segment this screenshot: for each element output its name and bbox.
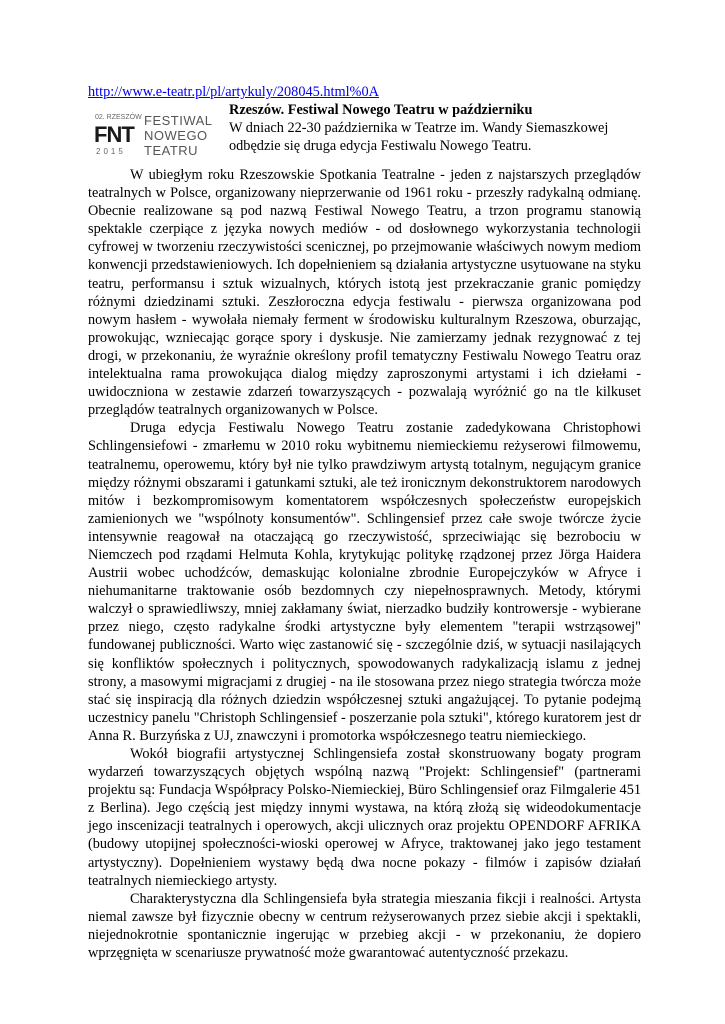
logo-edition: 02. RZESZÓW — [95, 114, 142, 121]
article-lead-line-2: odbędzie się druga edycja Festiwalu Nowego Teatru. — [229, 138, 532, 155]
article-lead-line-1: W dniach 22-30 października w Teatrze im. Wandy Siemaszkowej — [229, 120, 609, 137]
body-paragraph: Druga edycja Festiwalu Nowego Teatru zostanie zadedykowana Christophowi Schlingensiefowi - zmarłemu w 2010 roku wybitnemu niemieckiemu reżyserowi filmowemu, teatralnemu, operowemu, który był nie tylko prawdziwym artystą totalnym, negującym granice między różnymi obszarami i gatunkami sztuki, ale też ironicznym dekonstruktorem narodowych mitów i bezkompromisowym komentatorem współczesnych społeczeństw europejskich zamienionych we "wspólnoty konsumentów". Schlingensief przez całe swoje twórcze życie intensywnie reagował na otaczającą go rzeczywistość, sprzeciwiając się bezrobociu w Niemczech pod rządami Helmuta Kohla, krytykując politykę rządzonej przez Jörga Haidera Austrii wobec uchodźców, demaskując kolonialne zbrodnie Europejczyków w Afryce i niehumanitarne traktowanie osób bezdomnych czy niepełnosprawnych. Metody, którymi walczył o sprawiedliwszy, mniej zakłamany świat, nierzadko budziły kontrowersje - wybierane przez niego, często radykalne środki artystyczne były elementem "terapii wstrząsowej" fundowanej publiczności. Warto więc zastanowić się - szczególnie dziś, w sytuacji nasilających się konfliktów społecznych i politycznych, spowodowanych radykalizacją islamu z jednej strony, a masowymi migracjami z drugiej - na ile stosowana przez niego strategia twórcza może stać się inspiracją dla różnych dziedzin współczesnej sztuki angażującej. To pytanie podejmą uczestnicy panelu "Christoph Schlingensief - poszerzanie pola sztuki", którego kuratorem jest dr Anna R. Burzyńska z UJ, znawczyni i promotorka współczesnego teatru niemieckiego. — [88, 420, 641, 744]
logo-word-teatru: TEATRU — [144, 143, 199, 157]
logo-word-festiwal: FESTIWAL — [144, 113, 213, 128]
article-intro — [229, 101, 649, 155]
article-body — [88, 166, 641, 962]
logo-mark: FNT — [94, 122, 134, 147]
body-paragraph: Wokół biografii artystycznej Schlingensiefa został skonstruowany bogaty program wydarzeń towarzyszących objętych wspólną nazwą "Projekt: Schlingensief" (partnerami projektu są: Fundacja Współpracy Polsko-Niemieckiej, Büro Schlingensief oraz Filmgalerie 451 z Berlina). Jego częścią jest między innymi wystawa, na którą złożą się wideodokumentacje jego inscenizacji teatralnych i operowych, akcji ulicznych oraz projektu OPENDORF AFRIKA (budowy utopijnej społeczności-wioski operowej w Afryce, traktowanej jako jego testament artystyczny). Dopełnieniem wystawy będą dwa nocne pokazy - filmów i zapisów działań teatralnych niemieckiego artysty. — [88, 746, 641, 889]
body-paragraph: Charakterystyczna dla Schlingensiefa była strategia mieszania fikcji i realności. Artysta niemal zawsze był fizycznie obecny w centrum reżyserowanych przez siebie akcji i spektakli, niejednokrotnie spontanicznie ingerując w przebieg akcji - w przekonaniu, że dopiero wprzęgnięta w scenariusze prywatność może gwarantować autentyczność przekazu. — [88, 890, 641, 962]
logo-word-nowego: NOWEGO — [144, 128, 208, 143]
festival-logo — [94, 111, 226, 157]
body-paragraph: W ubiegłym roku Rzeszowskie Spotkania Teatralne - jeden z najstarszych przeglądów teatralnych w Polsce, organizowany nieprzerwanie od 1961 roku - przeszły radykalną odmianę. Obecnie realizowane są pod nazwą Festiwal Nowego Teatru, a trzon programu stanowią spektakle czerpiące z języka nowych mediów - od dosłownego wykorzystania technologii cyfrowej w tworzeniu rzeczywistości scenicznej, po przejmowanie właściwych nowym mediom konwencji przedstawieniowych. Ich dopełnieniem są działania artystyczne usytuowane na styku teatru, performansu i sztuk wizualnych, których istotą jest przekraczanie granic pomiędzy różnymi dziedzinami sztuki. Zeszłoroczna edycja festiwalu - pierwsza organizowana pod nowym hasłem - wywołała niemały ferment w środowisku kulturalnym Rzeszowa, oburzając, prowokując, wzniecając gorące spory i dyskusje. Nie zamierzamy jednak rezygnować z tej drogi, w przekonaniu, że wyraźnie określony profil tematyczny Festiwalu Nowego Teatru oraz intelektualna rama prowokująca dialog między zaproszonymi artystami i ich dziełami - uwidoczniona w zestawie zdarzeń towarzyszących - pozwalają wyróżnić go na tle kilkuset przeglądów teatralnych organizowanych w Polsce. — [88, 167, 641, 419]
article-headline: Rzeszów. Festiwal Nowego Teatru w październiku — [229, 102, 533, 118]
source-link[interactable]: http://www.e-teatr.pl/pl/artykuly/208045.html%0A — [88, 84, 379, 100]
logo-year: 2015 — [96, 147, 126, 156]
